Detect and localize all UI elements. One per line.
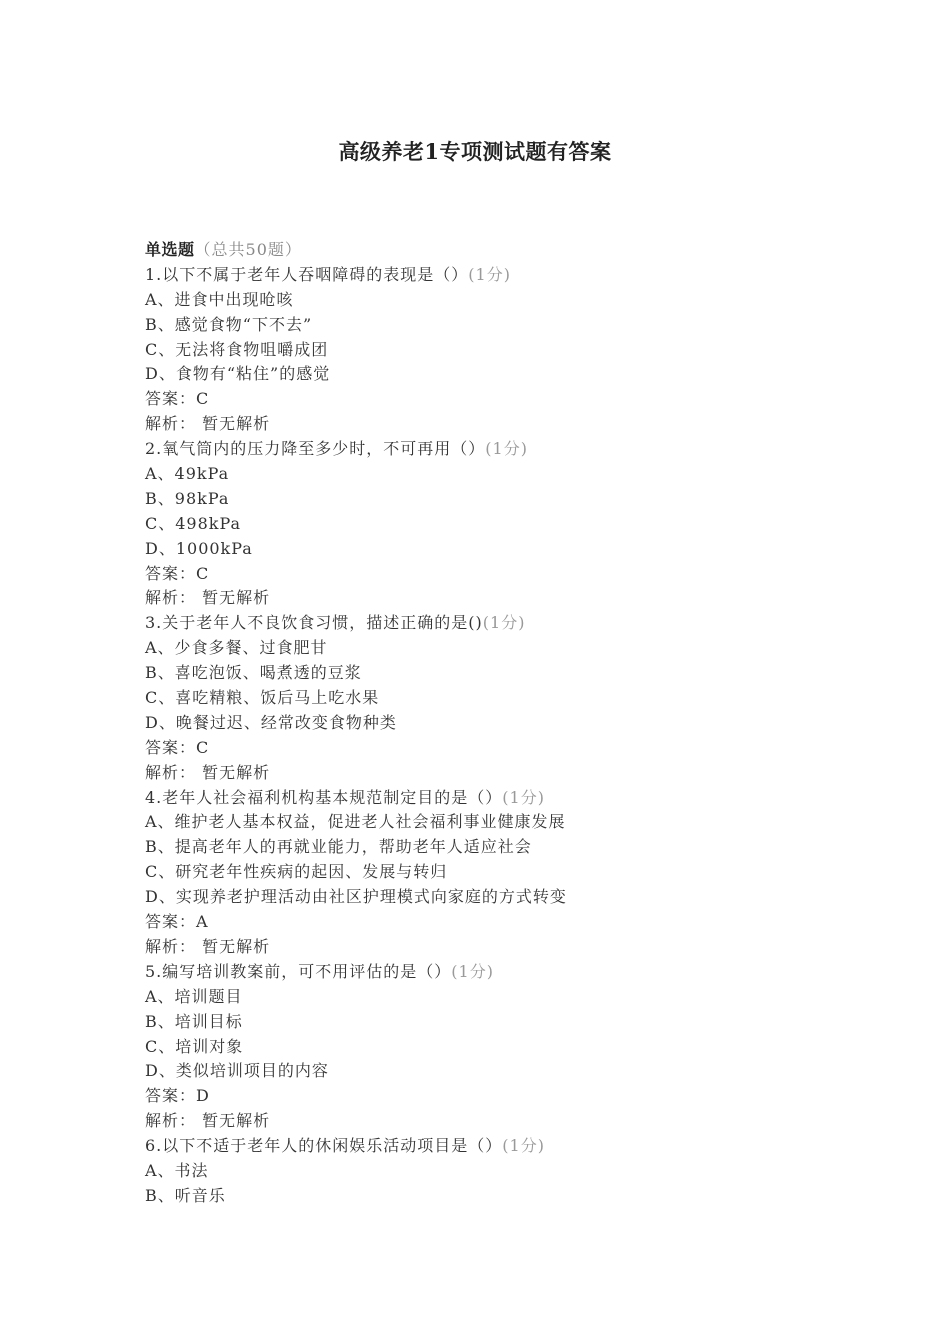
question-block <box>145 786 905 960</box>
question-answer: 答案：D <box>145 1086 210 1106</box>
question-option: A、书法 <box>145 1160 209 1180</box>
question-analysis: 解析： 暂无解析 <box>145 1111 271 1131</box>
question-option: D、类似培训项目的内容 <box>145 1061 329 1081</box>
question-option: B、喜吃泡饭、喝煮透的豆浆 <box>145 663 362 683</box>
question-analysis: 解析： 暂无解析 <box>145 414 271 434</box>
question-option: B、提高老年人的再就业能力，帮助老年人适应社会 <box>145 837 532 857</box>
question-stem <box>145 437 905 462</box>
question-option: D、食物有“粘住”的感觉 <box>145 364 331 384</box>
question-block <box>145 1134 905 1209</box>
question-text: 5.编写培训教案前，可不用评估的是（） <box>145 961 452 981</box>
question-option: D、1000kPa <box>145 538 253 558</box>
question-option: A、培训题目 <box>145 986 243 1006</box>
question-stem <box>145 611 905 636</box>
document-title: 高级养老1专项测试题有答案 <box>338 139 612 164</box>
question-text: 2.氧气筒内的压力降至多少时，不可再用（） <box>145 439 486 459</box>
section-header <box>145 238 905 263</box>
question-answer: 答案：C <box>145 563 210 583</box>
question-answer: 答案：C <box>145 389 210 409</box>
question-option: B、听音乐 <box>145 1185 226 1205</box>
question-block <box>145 611 905 785</box>
question-block <box>145 437 905 611</box>
question-score: (1分) <box>451 961 494 981</box>
question-score: (1分) <box>482 613 526 633</box>
question-text: 1.以下不属于老年人吞咽障碍的表现是（） <box>145 264 469 284</box>
question-option: D、晚餐过迟、经常改变食物种类 <box>145 712 397 732</box>
question-option: A、维护老人基本权益，促进老人社会福利事业健康发展 <box>145 812 566 832</box>
question-score: (1分) <box>502 1136 545 1156</box>
question-text: 6.以下不适于老年人的休闲娱乐活动项目是（） <box>145 1136 503 1156</box>
question-block <box>145 960 905 1134</box>
question-option: D、实现养老护理活动由社区护理模式向家庭的方式转变 <box>145 887 567 907</box>
question-option: C、498kPa <box>145 513 242 533</box>
question-text: 4.老年人社会福利机构基本规范制定目的是（） <box>145 787 503 807</box>
question-analysis: 解析： 暂无解析 <box>145 936 271 956</box>
question-answer: 答案：A <box>145 912 209 932</box>
section-label: 单选题 <box>145 240 195 259</box>
question-answer: 答案：C <box>145 737 210 757</box>
question-analysis: 解析： 暂无解析 <box>145 762 271 782</box>
question-score: (1分) <box>485 439 528 459</box>
question-option: C、研究老年性疾病的起因、发展与转归 <box>145 862 448 882</box>
question-option: A、49kPa <box>145 464 230 484</box>
question-score: (1分) <box>502 787 545 807</box>
question-stem <box>145 960 905 985</box>
question-stem <box>145 263 905 288</box>
question-option: A、进食中出现呛咳 <box>145 289 294 309</box>
question-text: 3.关于老年人不良饮食习惯，描述正确的是() <box>145 613 483 633</box>
question-option: C、培训对象 <box>145 1036 244 1056</box>
question-list <box>145 263 905 1209</box>
question-stem <box>145 1134 905 1159</box>
question-option: B、98kPa <box>145 488 230 508</box>
question-option: C、喜吃精粮、饭后马上吃水果 <box>145 688 380 708</box>
question-block <box>145 263 905 437</box>
question-stem <box>145 786 905 811</box>
question-option: B、感觉食物“下不去” <box>145 314 313 334</box>
question-analysis: 解析： 暂无解析 <box>145 588 271 608</box>
document-body <box>145 238 905 1209</box>
question-option: C、无法将食物咀嚼成团 <box>145 339 329 359</box>
question-score: (1分) <box>468 264 511 284</box>
section-count: （总共50题） <box>194 240 302 259</box>
question-option: A、少食多餐、过食肥甘 <box>145 638 328 658</box>
question-option: B、培训目标 <box>145 1011 243 1031</box>
